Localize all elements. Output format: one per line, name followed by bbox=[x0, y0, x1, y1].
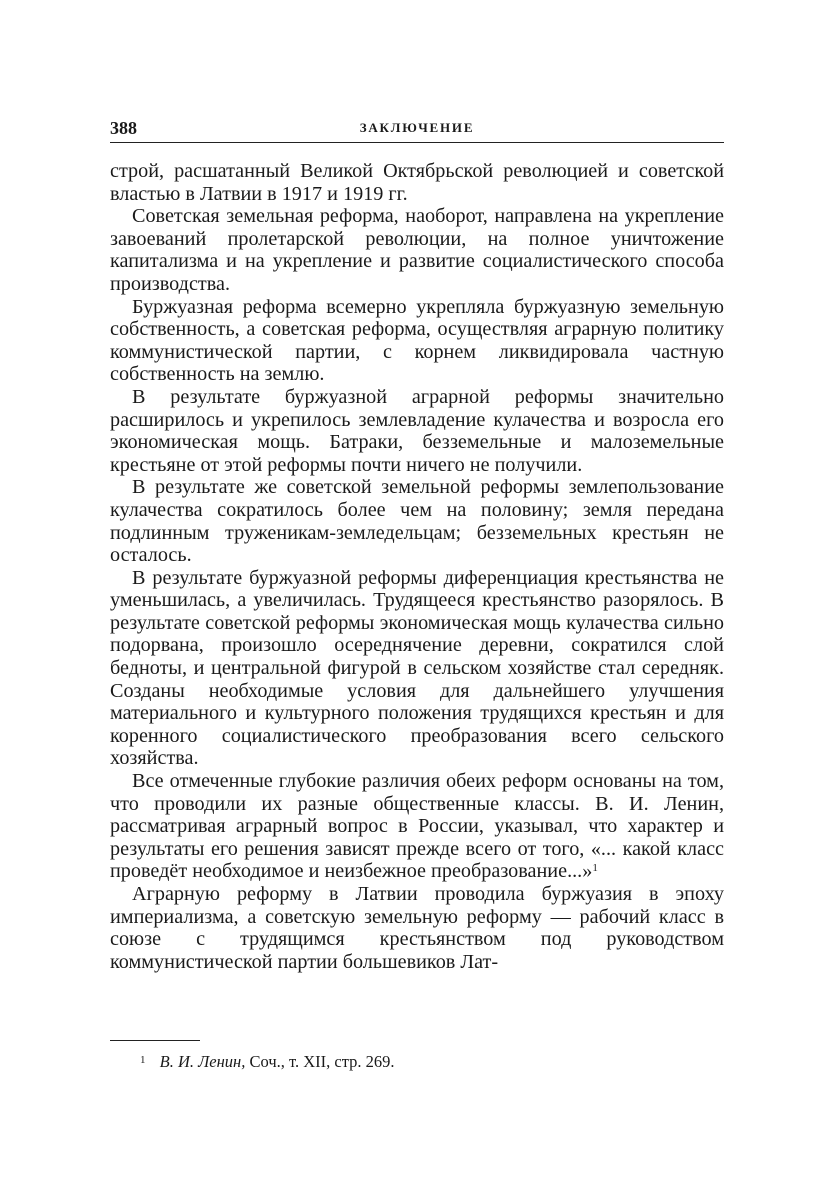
footnote-ref: 1 bbox=[592, 862, 598, 875]
paragraph: Буржуазная реформа всемерно укрепляла буржуазную земельную собственность, а советская реформа, осуществляя аграрную политику коммунистической партии, с корнем ликвидировала частную собственность на землю. bbox=[110, 295, 724, 386]
paragraph-with-note bbox=[110, 770, 724, 883]
main-text bbox=[110, 160, 724, 973]
footnote-source: Соч., т. XII, стр. 269. bbox=[249, 1052, 395, 1071]
footnote-mark: 1 bbox=[140, 1054, 146, 1066]
page-number: 388 bbox=[110, 118, 137, 138]
footnote-divider bbox=[110, 1040, 200, 1041]
paragraph: Аграрную реформу в Латвии проводила буржуазия в эпоху империализма, а советскую земельную реформу — рабочий класс в союзе с трудящимся крестьянством под руководством коммунистической партии большевиков Лат- bbox=[110, 883, 724, 973]
paragraph-text: Все отмеченные глубокие различия обеих реформ основаны на том, что проводили их разные общественные классы. В. И. Ленин, рассматривая аграрный вопрос в России, указывал, что характер и результаты его решения зависят прежде всего от того, «... какой класс проведёт необходимое и неизбежное преобразование...» bbox=[110, 770, 724, 883]
paragraph: Советская земельная реформа, наоборот, направлена на укрепление завоеваний пролетарской революции, на полное уничтожение капитализма и на укрепление и развитие социалистического способа производства. bbox=[110, 205, 724, 295]
paragraph: строй, расшатанный Великой Октябрьской революцией и советской властью в Латвии в 1917 и 1919 гг. bbox=[110, 160, 724, 205]
footnote-author: В. И. Ленин, bbox=[159, 1052, 246, 1071]
paragraph: В результате же советской земельной реформы землепользование кулачества сократилось более чем на половину; земля передана подлинным труженикам-земледельцам; безземельных крестьян не осталось. bbox=[110, 476, 724, 567]
footnote bbox=[140, 1052, 724, 1072]
paragraph: В результате буржуазной реформы диференциация крестьянства не уменьшилась, а увеличилась. Трудящееся крестьянство разорялось. В результате советской реформы экономическая мощь кулачества сильно подорвана, произошло осереднячение деревни, сократился слой бедноты, и центральной фигурой в сельском хозяйстве стал середняк. Созданы необходимые условия для дальнейшего улучшения материального и культурного положения трудящихся крестьян и для коренного социалистического преобразования всего сельского хозяйства. bbox=[110, 566, 724, 770]
page-header bbox=[110, 116, 724, 143]
paragraph: В результате буржуазной аграрной реформы значительно расширилось и укрепилось землевладение кулачества и возросла его экономическая мощь. Батраки, безземельные и малоземельные крестьяне от этой реформы почти ничего не получили. bbox=[110, 385, 724, 476]
running-title: ЗАКЛЮЧЕНИЕ bbox=[359, 120, 475, 135]
